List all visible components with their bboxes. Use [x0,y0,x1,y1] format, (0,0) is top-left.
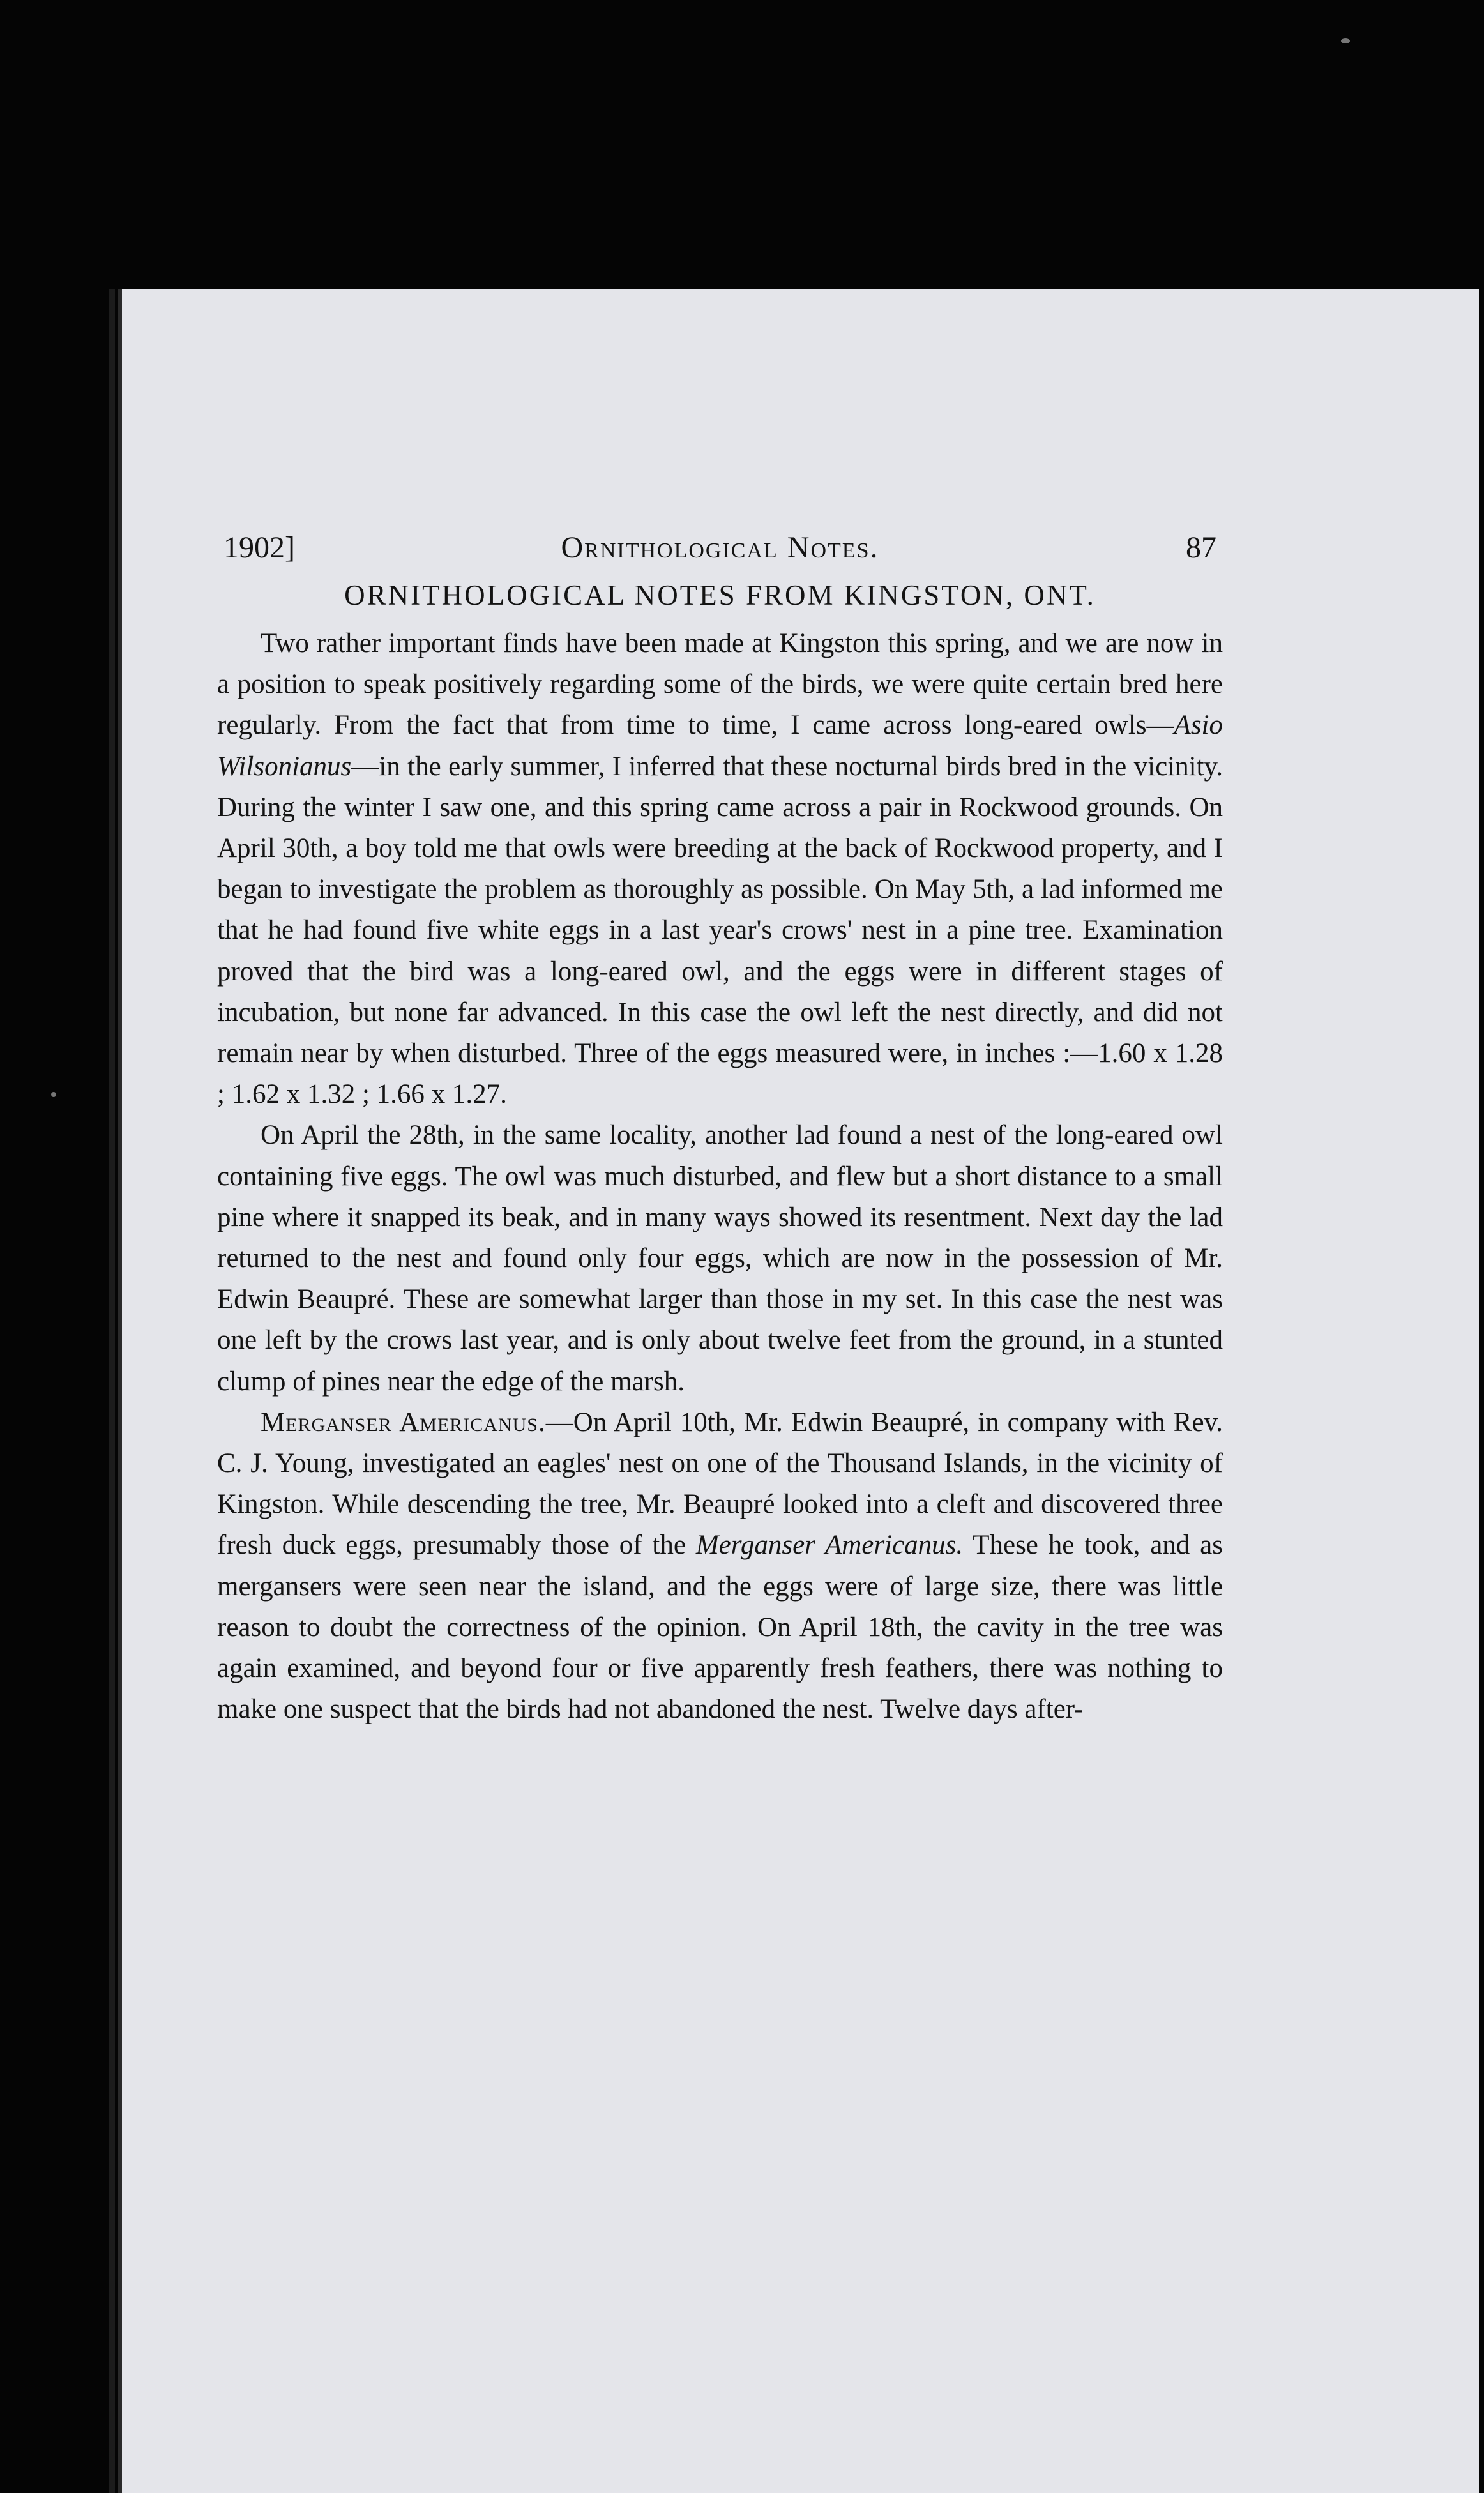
scan-speck [51,1092,56,1097]
species-name: Merganser Americanus. [695,1530,964,1561]
page-spine-shadow [109,289,115,2493]
running-head [217,530,1223,575]
running-head-year: 1902] [223,531,295,565]
article-title: ORNITHOLOGICAL NOTES FROM KINGSTON, ONT. [344,579,1096,611]
paragraph-second-nest [217,1115,1223,1402]
paragraph-text: Two rather important finds have been made at Kingston this spring, and we are now in a position to speak positively regarding some of the birds, we were quite certain bred here regularly. From the fact that from time to time, I came across long-eared owls— [217,628,1223,741]
paragraph-text: —On April 10th, Mr. Edwin Beaupré, in company with Rev. C. J. Young, investigated an eagles' nest on one of the Thousand Islands, in the vicinity of Kingston. While descending the tree, Mr. Beaupré looked into a cleft and discovered three fresh duck eggs, presumably those of the [217,1407,1223,1561]
species-name: Asio Wilsonianus [217,710,1223,782]
paragraph-text: These he took, and as mergansers were seen near the island, and the eggs were of large size, there was little reason to doubt the correctness of the opinion. On April 18th, the cavity in the tree was again examined, and beyond four or five apparently fresh feathers, there was nothing to make one suspect that the birds had not abandoned the nest. Twelve days after- [217,1530,1223,1725]
paragraph-merganser [217,1402,1223,1731]
page-text [217,530,1223,1730]
section-heading: Merganser Americanus. [261,1407,546,1437]
scan-speck [1341,38,1350,43]
paragraph-text: —in the early summer, I inferred that these nocturnal birds bred in the vicinity. During the winter I saw one, and this spring came across a pair in Rockwood grounds. On April 30th, a boy told me that owls were breeding at the back of Rockwood property, and I began to investigate the problem as thoroughly as possible. On May 5th, a lad informed me that he had found five white eggs in a last year's crows' nest in a pine tree. Examination proved that the bird was a long-eared owl, and the eggs were in different stages of incubation, but none far advanced. In this case the owl left the nest directly, and did not remain near by when disturbed. Three of the eggs measured were, in inches :—1.60 x 1.28 ; 1.62 x 1.32 ; 1.66 x 1.27. [217,751,1223,1110]
paragraph-text: On April the 28th, in the same locality, another lad found a nest of the long-eared owl containing five eggs. The owl was much disturbed, and flew but a short distance to a small pine where it snapped its beak, and in many ways showed its resentment. Next day the lad returned to the nest and found only four eggs, which are now in the possession of Mr. Edwin Beaupré. These are somewhat larger than those in my set. In this case the nest was one left by the crows last year, and is only about twelve feet from the ground, in a stunted clump of pines near the edge of the marsh. [217,1120,1223,1397]
page-number: 87 [1186,531,1216,565]
running-head-title: Ornithological Notes. [561,531,879,565]
paragraph-owls [217,623,1223,1115]
